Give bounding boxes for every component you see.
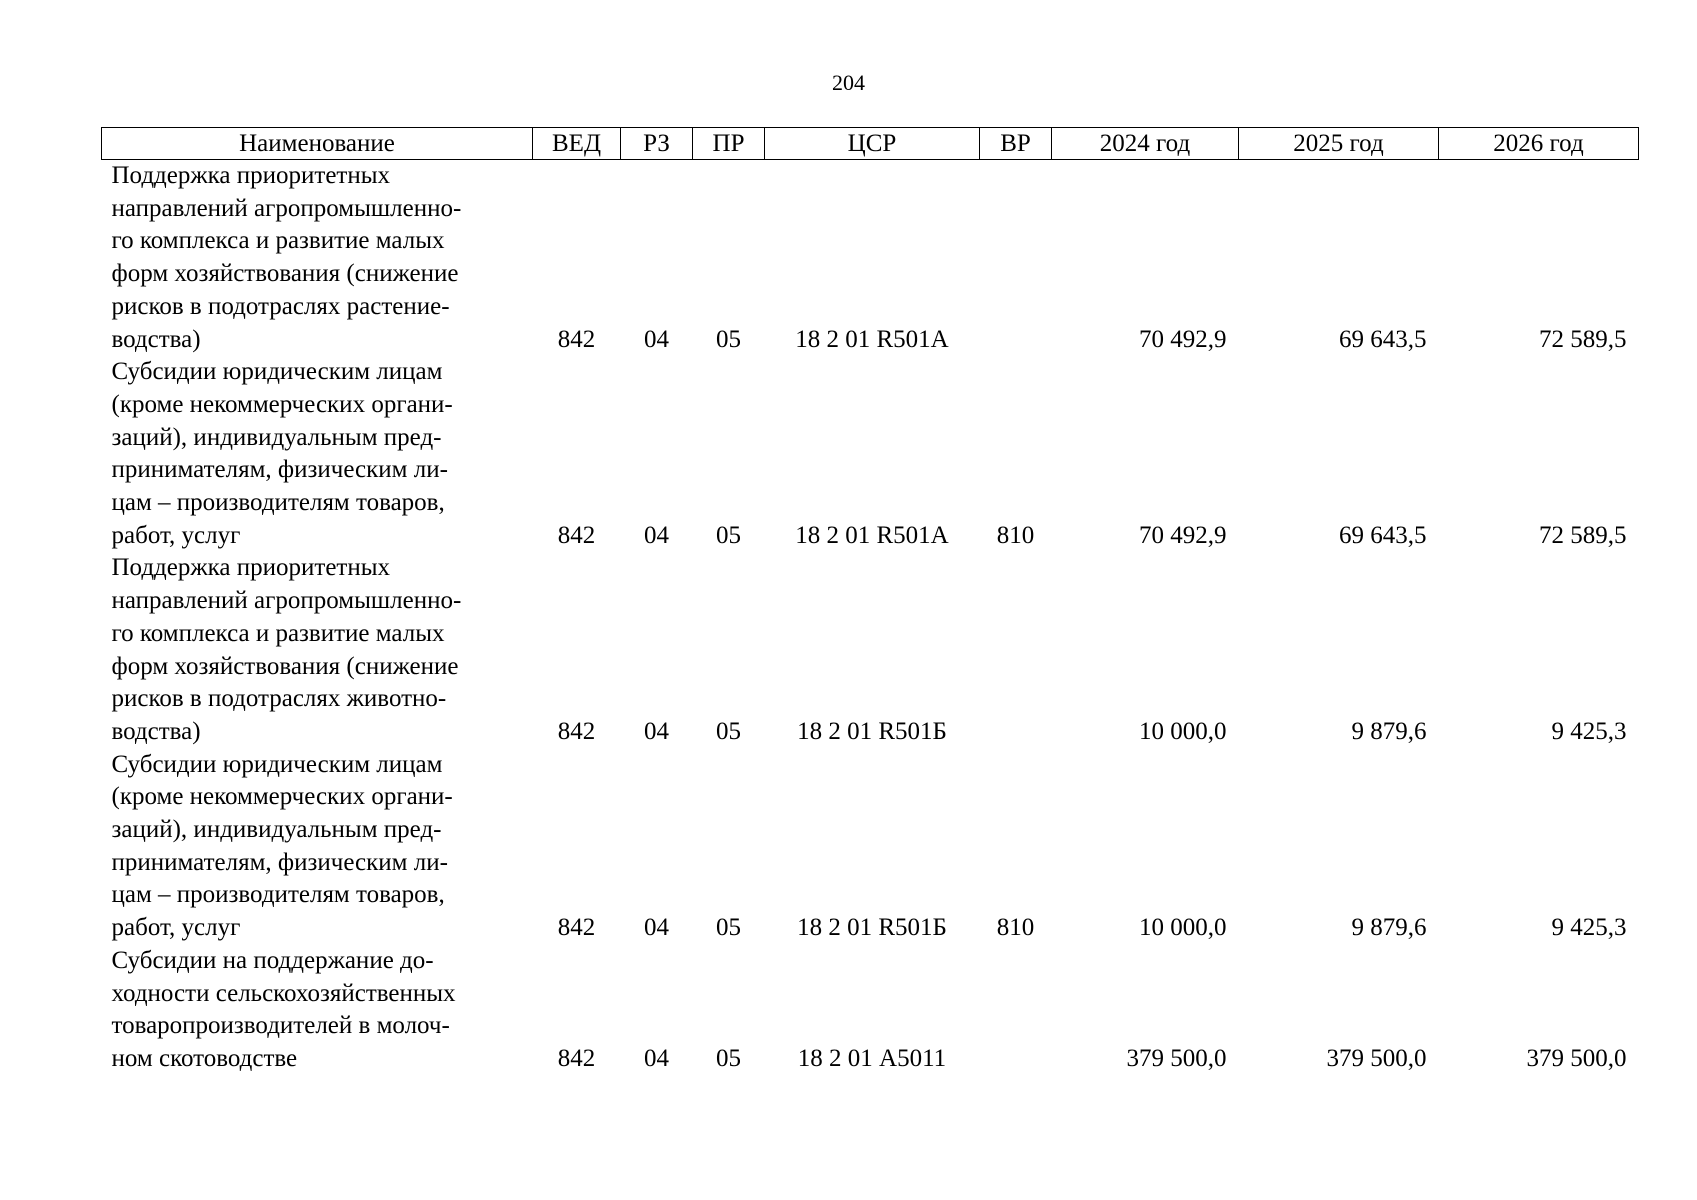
cell-vr [980, 160, 1052, 357]
cell-2024: 379 500,0 [1126, 1044, 1227, 1072]
budget-table [101, 127, 1639, 1076]
cell-pr: 05 [716, 717, 741, 745]
header-csr: ЦСР [765, 128, 980, 160]
cell-name: Субсидии юридическим лицам (кроме некоммерческих органи- заций), индивидуальным пред- принимателям, физическим ли- цам – производителям товаров, работ, услуг [111, 750, 453, 942]
cell-2026: 9 425,3 [1551, 717, 1627, 745]
header-vr: ВР [980, 128, 1052, 160]
header-ved: ВЕД [533, 128, 621, 160]
page-number: 204 [832, 70, 865, 95]
header-pr: ПР [693, 128, 765, 160]
cell-vr [980, 552, 1052, 748]
cell-2025: 9 879,6 [1351, 717, 1427, 745]
cell-csr: 18 2 01 R501Б [797, 717, 947, 745]
cell-ved: 842 [557, 325, 596, 353]
cell-2026: 72 589,5 [1539, 325, 1627, 353]
table-row [102, 160, 1639, 357]
cell-csr: 18 2 01 R501А [795, 325, 949, 353]
cell-2026: 72 589,5 [1539, 521, 1627, 549]
cell-rz: 04 [644, 914, 669, 942]
cell-name: Поддержка приоритетных направлений агропромышленно- го комплекса и развитие малых форм хозяйствования (снижение рисков в подотраслях растение- водства) [111, 162, 462, 353]
cell-ved: 842 [557, 717, 596, 745]
table-row [102, 552, 1639, 748]
cell-ved: 842 [557, 914, 596, 942]
cell-2025: 379 500,0 [1326, 1044, 1427, 1072]
table-header-row [102, 128, 1639, 160]
cell-2025: 69 643,5 [1339, 325, 1427, 353]
table-row [102, 749, 1639, 945]
cell-rz: 04 [644, 325, 669, 353]
cell-name: Поддержка приоритетных направлений агропромышленно- го комплекса и развитие малых форм хозяйствования (снижение рисков в подотраслях животно- водства) [111, 554, 462, 745]
header-rz: РЗ [621, 128, 693, 160]
cell-vr: 810 [996, 914, 1035, 942]
cell-csr: 18 2 01 А5011 [797, 1044, 947, 1072]
cell-2025: 9 879,6 [1351, 914, 1427, 942]
cell-2024: 10 000,0 [1139, 717, 1227, 745]
cell-pr: 05 [716, 325, 741, 353]
cell-2024: 70 492,9 [1139, 521, 1227, 549]
table-row [102, 356, 1639, 552]
table-row [102, 945, 1639, 1076]
header-2025: 2025 год [1239, 128, 1439, 160]
cell-ved: 842 [557, 521, 596, 549]
cell-2026: 379 500,0 [1526, 1044, 1627, 1072]
cell-2025: 69 643,5 [1339, 521, 1427, 549]
cell-pr: 05 [716, 1044, 741, 1072]
cell-rz: 04 [644, 717, 669, 745]
cell-vr: 810 [996, 521, 1035, 549]
cell-csr: 18 2 01 R501Б [797, 914, 947, 942]
header-2026: 2026 год [1439, 128, 1639, 160]
cell-2024: 70 492,9 [1139, 325, 1227, 353]
cell-pr: 05 [716, 914, 741, 942]
header-name: Наименование [102, 128, 533, 160]
header-2024: 2024 год [1052, 128, 1239, 160]
cell-name: Субсидии на поддержание до- ходности сельскохозяйственных товаропроизводителей в молоч- ном скотоводстве [111, 946, 456, 1072]
cell-vr [980, 945, 1052, 1076]
cell-2024: 10 000,0 [1139, 914, 1227, 942]
cell-2026: 9 425,3 [1551, 914, 1627, 942]
cell-ved: 842 [557, 1044, 596, 1072]
cell-csr: 18 2 01 R501А [795, 521, 949, 549]
cell-name: Субсидии юридическим лицам (кроме некоммерческих органи- заций), индивидуальным пред- принимателям, физическим ли- цам – производителям товаров, работ, услуг [111, 358, 453, 549]
cell-rz: 04 [644, 521, 669, 549]
cell-pr: 05 [716, 521, 741, 549]
cell-rz: 04 [644, 1044, 669, 1072]
